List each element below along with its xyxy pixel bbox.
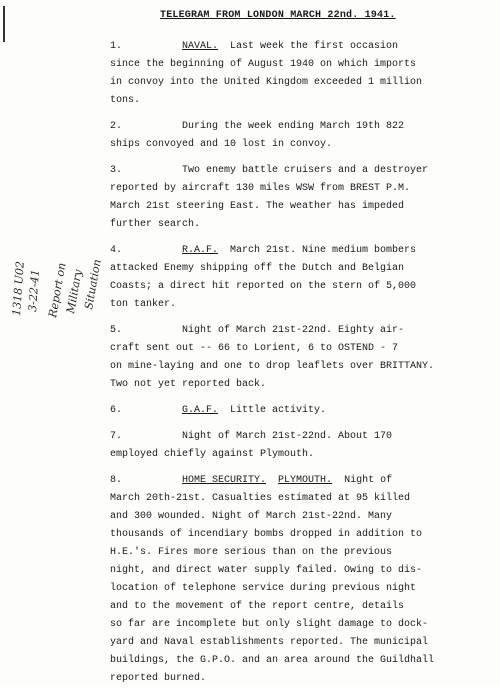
section-subheading: PLYMOUTH. <box>278 475 333 486</box>
paragraph-5 <box>110 322 490 394</box>
paragraph-number: 4. <box>110 245 123 256</box>
section-heading: G.A.F. <box>182 405 219 416</box>
paragraph-3 <box>110 162 490 234</box>
handwritten-margin-note <box>6 212 110 322</box>
paragraph-line: craft sent out -- 66 to Lorient, 6 to OSTEND - 7 <box>110 343 399 354</box>
margin-note-line-3: Report on <box>46 261 69 319</box>
paragraph-line: attacked Enemy shipping off the Dutch and Belgian <box>110 263 405 274</box>
paragraph-number: 1. <box>110 41 123 52</box>
paragraph-line: thousands of incendiary bombs dropped in addition to <box>110 529 423 540</box>
margin-note-line-5: Situation <box>82 258 104 311</box>
paragraph-line: and 300 wounded. Night of March 21st-22nd. Many <box>110 511 393 522</box>
paragraph-line: and to the movement of the report centre, details <box>110 601 405 612</box>
section-heading: NAVAL. <box>182 41 219 52</box>
paragraph-first-line: Night of <box>344 475 393 486</box>
paragraph-line: in convoy into the United Kingdom exceeded 1 million <box>110 77 423 88</box>
paragraph-line: March 20th-21st. Casualties estimated at 95 killed <box>110 493 411 504</box>
paragraph-2 <box>110 118 490 154</box>
paragraph-first-line: March 21st. Nine medium bombers <box>230 245 417 256</box>
margin-note-svg <box>6 212 110 322</box>
paragraph-number: 8. <box>110 475 123 486</box>
paragraph-line: tons. <box>110 95 141 106</box>
paragraph-first-line: Last week the first occasion <box>230 41 399 52</box>
paragraph-number: 3. <box>110 165 123 176</box>
telegram-body <box>110 38 490 696</box>
paragraph-line: so far are incomplete but only slight damage to dock- <box>110 619 429 630</box>
section-heading: R.A.F. <box>182 245 219 256</box>
paragraph-1 <box>110 38 490 110</box>
paragraph-line: Two not yet reported back. <box>110 379 267 390</box>
paragraph-number: 7. <box>110 431 123 442</box>
paragraph-line: employed chiefly against Plymouth. <box>110 449 315 460</box>
paragraph-6 <box>110 402 490 420</box>
paragraph-line: location of telephone service during previous night <box>110 583 417 594</box>
margin-note-line-1: 1318 U02 <box>10 260 27 317</box>
paragraph-line: buildings, the G.P.O. and an area around the Guildhall <box>110 655 435 666</box>
paragraph-line: night, and direct water supply failed. Owing to dis- <box>110 565 423 576</box>
paragraph-first-line: Two enemy battle cruisers and a destroyer <box>182 165 429 176</box>
paragraph-8 <box>110 472 490 688</box>
paragraph-line: H.E.'s. Fires more serious than on the previous <box>110 547 393 558</box>
document-title: TELEGRAM FROM LONDON MARCH 22nd. 1941. <box>160 10 396 21</box>
paragraph-first-line: Night of March 21st-22nd. About 170 <box>182 431 393 442</box>
margin-note-line-4: Military <box>64 268 85 315</box>
paragraph-line: ships convoyed and 10 lost in convoy. <box>110 139 333 150</box>
paragraph-number: 5. <box>110 325 123 336</box>
paragraph-line: since the beginning of August 1940 on which imports <box>110 59 417 70</box>
paragraph-number: 2. <box>110 121 123 132</box>
section-heading: HOME SECURITY. <box>182 475 267 486</box>
paragraph-line: yard and Naval establishments reported. The municipal <box>110 637 429 648</box>
paragraph-first-line: Night of March 21st-22nd. Eighty air- <box>182 325 405 336</box>
margin-note-line-2: 3-22-41 <box>26 268 42 313</box>
paragraph-line: reported by aircraft 130 miles WSW from BREST P.M. <box>110 183 411 194</box>
paragraph-number: 6. <box>110 405 123 416</box>
paragraph-4 <box>110 242 490 314</box>
paragraph-line: March 21st steering East. The weather has impeded <box>110 201 405 212</box>
edge-mark <box>3 6 5 42</box>
paragraph-first-line: Little activity. <box>230 405 327 416</box>
paragraph-line: reported burned. <box>110 673 207 684</box>
paragraph-line: Coasts; a direct hit reported on the stern of 5,000 <box>110 281 417 292</box>
paragraph-first-line: During the week ending March 19th 822 <box>182 121 405 132</box>
paragraph-line: ton tanker. <box>110 299 177 310</box>
paragraph-line: on mine-laying and one to drop leaflets over BRITTANY. <box>110 361 435 372</box>
paragraph-7 <box>110 428 490 464</box>
paragraph-line: further search. <box>110 219 201 230</box>
